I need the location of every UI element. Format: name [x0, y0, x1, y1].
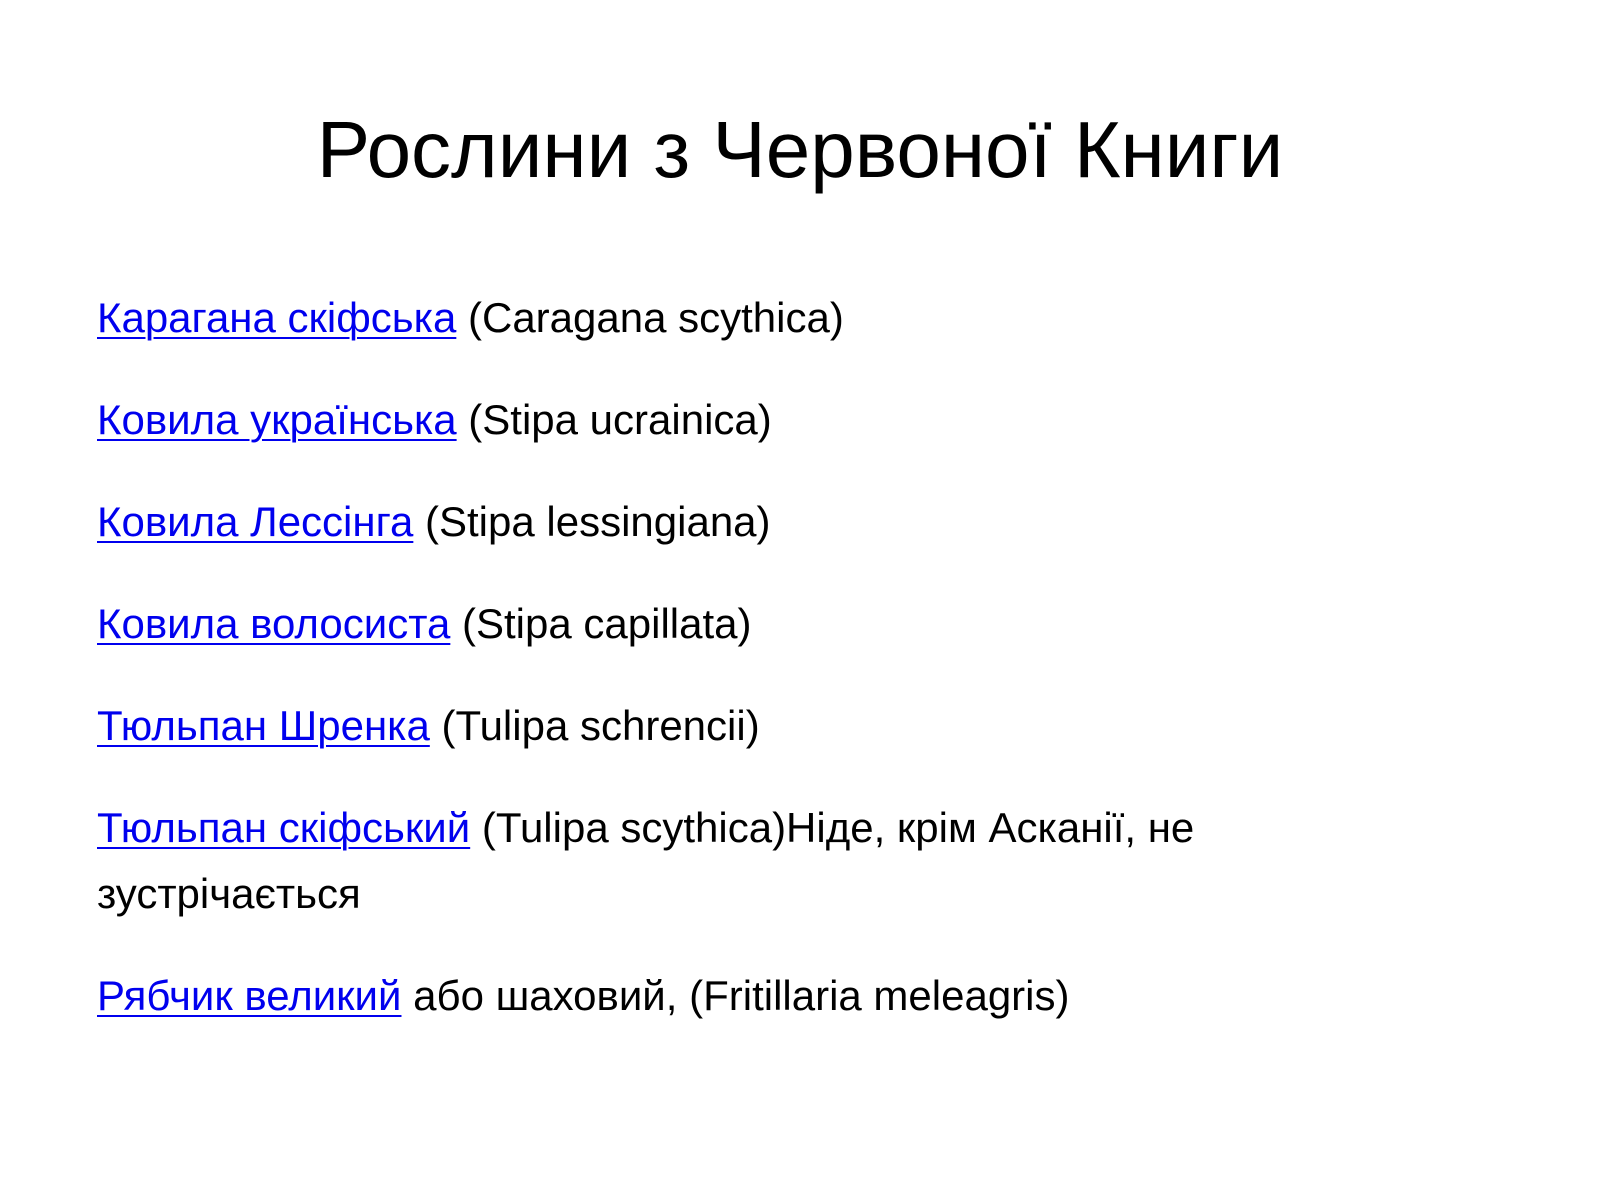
list-item	[97, 285, 1417, 351]
plant-latin-name: (Stipa lessingiana)	[413, 498, 771, 545]
list-item	[97, 693, 1417, 759]
plant-latin-name: (Caragana scythica)	[456, 294, 844, 341]
plant-link-tulipa-scythica[interactable]: Тюльпан скіфський	[97, 804, 471, 851]
plant-link-caragana[interactable]: Карагана скіфська	[97, 294, 457, 341]
plant-link-tulipa-schrencii[interactable]: Тюльпан Шренка	[97, 702, 430, 749]
slide-title: Рослини з Червоної Книги	[316, 105, 1284, 194]
plant-link-stipa-capillata[interactable]: Ковила волосиста	[97, 600, 451, 647]
list-item	[97, 591, 1417, 657]
list-item	[97, 387, 1417, 453]
plant-latin-name: (Stipa ucrainica)	[456, 396, 772, 443]
list-item	[97, 963, 1417, 1029]
plant-latin-name: (Stipa capillata)	[450, 600, 752, 647]
plant-link-stipa-ucrainica[interactable]: Ковила українська	[97, 396, 457, 443]
plant-list	[97, 285, 1417, 1065]
plant-link-stipa-lessingiana[interactable]: Ковила Лессінга	[97, 498, 414, 545]
list-item	[97, 795, 1417, 927]
plant-latin-name: (Tulipa scythica)Ніде, крім Асканії, не зустрічається	[97, 804, 1195, 917]
plant-latin-name: (Tulipa schrencii)	[429, 702, 760, 749]
plant-latin-name: або шаховий, (Fritillaria meleagris)	[401, 972, 1070, 1019]
list-item	[97, 489, 1417, 555]
plant-link-fritillaria[interactable]: Рябчик великий	[97, 972, 402, 1019]
